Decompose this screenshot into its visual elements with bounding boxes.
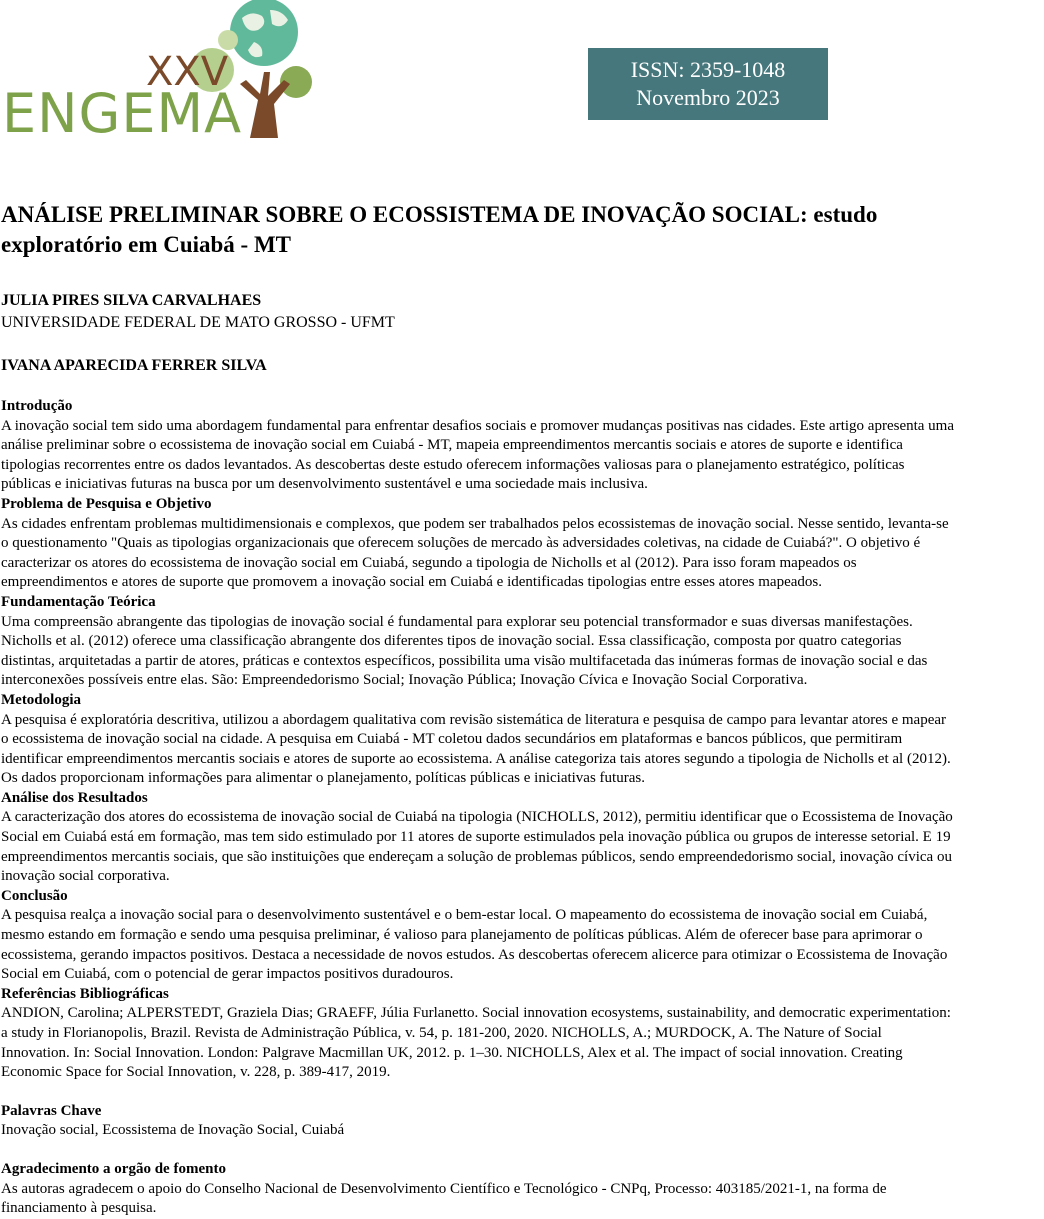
section-title: Referências Bibliográficas [1, 985, 169, 1002]
logo-wordmark: ENGEMA [2, 82, 243, 145]
text-line: o ecossistema de inovação social na cidade. A pesquisa em Cuiabá - MT coletou dados secundários em plataformas e bancos públicos, que permitiram [1, 731, 903, 748]
text-line: Social em Cuiabá está em formação, mas tem sido estimulado por 11 atores de suporte estimulados pela inovação pública ou grupos de interesse setorial. E 19 [1, 829, 951, 846]
section-text [1, 711, 1044, 789]
logo-edition: XXV [146, 49, 229, 95]
text-line: financiamento à pesquisa. [1, 1200, 157, 1217]
section-text [1, 1180, 1044, 1219]
text-line: empreendimentos mercantis sociais, que são instituições que endereçam a solução de problemas públicos, sendo empreendedorismo social, inovação cívica ou [1, 848, 952, 865]
section-title: Metodologia [1, 691, 81, 708]
text-line: Economic Space for Social Innovation, v. 228, p. 389-417, 2019. [1, 1064, 391, 1081]
section-referencias [1, 985, 1044, 1083]
text-line: Uma compreensão abrangente das tipologias de inovação social é fundamental para explorar seu potencial transformador e suas diversas manifestações. [1, 613, 913, 630]
section-conclusao [1, 887, 1044, 985]
section-text [1, 1004, 1044, 1082]
paper-title-line-2: exploratório em Cuiabá - MT [1, 232, 292, 257]
section-fundamentacao [1, 593, 1044, 691]
logo-globe-circle [230, 0, 298, 66]
issn-date: Novembro 2023 [636, 85, 780, 110]
text-line: análise preliminar sobre o ecossistema de inovação social em Cuiabá - MT, mapeia empreendimentos mercantis sociais e atores de suporte e identifica [1, 437, 903, 454]
text-line: a study in Florianopolis, Brazil. Revista de Administração Pública, v. 54, p. 181-200, 2020. NICHOLLS, A.; MURDOCK, A. The Nature of Social [1, 1025, 882, 1041]
author-2-name: IVANA APARECIDA FERRER SILVA [1, 357, 267, 374]
text-line: A pesquisa realça a inovação social para o desenvolvimento sustentável e o bem-estar local. O mapeamento do ecossistema de inovação social em Cuiabá, [1, 907, 928, 924]
section-text [1, 808, 1044, 886]
text-line: caracterizar os atores do ecossistema de inovação social em Cuiabá, segundo a tipologia de Nicholls et al (2012). Para isso foram mapeados os [1, 554, 857, 571]
text-line: tipologias recorrentes entre os dados levantados. As descobertas deste estudo oferecem informações valiosas para o planejamento estratégico, políticas [1, 456, 905, 473]
logo-leaf-small [218, 30, 238, 50]
text-line: mesmo estando em formação e sendo uma pesquisa preliminar, é valioso para planejamento de políticas públicas. Além de oferecer base para aprimorar o [1, 927, 923, 944]
text-line: Inovação social, Ecossistema de Inovação Social, Cuiabá [1, 1122, 345, 1139]
author-1-affiliation: UNIVERSIDADE FEDERAL DE MATO GROSSO - UFMT [1, 314, 395, 331]
issn-number: ISSN: 2359-1048 [630, 57, 786, 82]
text-line: identificar empreendimentos mercantis sociais e atores de suporte ao ecossistema. A análise categoriza tais atores segundo a tipologia de Nicholls et al (2012). [1, 750, 951, 767]
paper-title [1, 200, 1044, 260]
section-title: Agradecimento a orgão de fomento [1, 1160, 226, 1177]
section-analise [1, 789, 1044, 887]
section-problema [1, 495, 1044, 593]
section-introducao [1, 397, 1044, 495]
text-line: Os dados proporcionam informações para alimentar o planejamento, políticas públicas e iniciativas futuras. [1, 770, 645, 787]
text-line: distintas, arquitetadas a partir de atores, práticas e contextos específicos, possibilita uma visão multifacetada das inúmeras formas de inovação social e das [1, 652, 928, 669]
paper-title-line-1: ANÁLISE PRELIMINAR SOBRE O ECOSSISTEMA DE INOVAÇÃO SOCIAL: estudo [1, 202, 878, 227]
author-1-name: JULIA PIRES SILVA CARVALHAES [1, 292, 262, 309]
section-text [1, 515, 1044, 593]
section-agradecimento [1, 1160, 1044, 1219]
text-line: ecossistema, gerando impactos positivos. Destaca a necessidade de novos estudos. As descobertas oferecem alicerce para otimizar o Ecossistema de Inovação [1, 946, 948, 963]
engema-logo [2, 0, 312, 145]
logo-trunk [240, 72, 290, 138]
text-line: o questionamento "Quais as tipologias organizacionais que oferecem soluções de mercado às adversidades coletivas, na cidade de Cuiabá?". O objetivo é [1, 535, 921, 552]
text-line: Innovation. In: Social Innovation. London: Palgrave Macmillan UK, 2012. p. 1–30. NICHOLLS, Alex et al. The impact of social innovation. Creating [1, 1044, 903, 1061]
text-line: A inovação social tem sido uma abordagem fundamental para enfrentar desafios sociais e promover mudanças positivas nas cidades. Este artigo apresenta uma [1, 417, 955, 434]
section-text [1, 417, 1044, 495]
issn-box [588, 48, 828, 120]
text-line: públicas e iniciativas futuras na busca por um desenvolvimento sustentável e uma sociedade mais inclusiva. [1, 476, 648, 493]
section-title: Análise dos Resultados [1, 789, 148, 806]
text-line: As cidades enfrentam problemas multidimensionais e complexos, que podem ser trabalhados pelos ecossistemas de inovação social. Nesse sentido, levanta-se [1, 515, 949, 532]
section-title: Introdução [1, 398, 73, 414]
paper-content [1, 200, 1044, 1219]
section-text [1, 613, 1044, 691]
section-metodologia [1, 691, 1044, 789]
text-line: empreendimentos e atores de suporte que promovem a inovação social em Cuiabá e identificadas tipologias entre esses atores mapeados. [1, 574, 822, 591]
section-palavras-chave [1, 1102, 1044, 1141]
text-line: Social em Cuiabá, com o potencial de gerar impactos positivos duradouros. [1, 966, 454, 983]
text-line: A caracterização dos atores do ecossistema de inovação social de Cuiabá na tipologia (NICHOLLS, 2012), permitiu identificar que o Ecossistema de Inovação [1, 809, 953, 826]
section-text [1, 906, 1044, 984]
text-line: A pesquisa é exploratória descritiva, utilizou a abordagem qualitativa com revisão sistemática de literatura e pesquisa de campo para levantar atores e mapear [1, 711, 947, 728]
section-title: Problema de Pesquisa e Objetivo [1, 495, 212, 512]
section-title: Conclusão [1, 887, 68, 904]
section-title: Palavras Chave [1, 1102, 102, 1119]
section-text [1, 1121, 1044, 1141]
text-line: inovação social corporativa. [1, 868, 170, 885]
text-line: As autoras agradecem o apoio do Conselho Nacional de Desenvolvimento Científico e Tecnológico - CNPq, Processo: 403185/2021-1, na forma de [1, 1180, 887, 1197]
text-line: ANDION, Carolina; ALPERSTEDT, Graziela Dias; GRAEFF, Júlia Furlanetto. Social innovation ecosystems, sustainability, and democratic experimentation: [1, 1005, 951, 1022]
text-line: interconexões possíveis entre elas. São: Empreendedorismo Social; Inovação Pública; Inovação Cívica e Inovação Social Corporativa. [1, 672, 808, 689]
section-title: Fundamentação Teórica [1, 593, 156, 610]
text-line: Nicholls et al. (2012) oferece uma classificação abrangente dos diferentes tipos de inovação social. Essa classificação, composta por quatro categorias [1, 633, 902, 650]
